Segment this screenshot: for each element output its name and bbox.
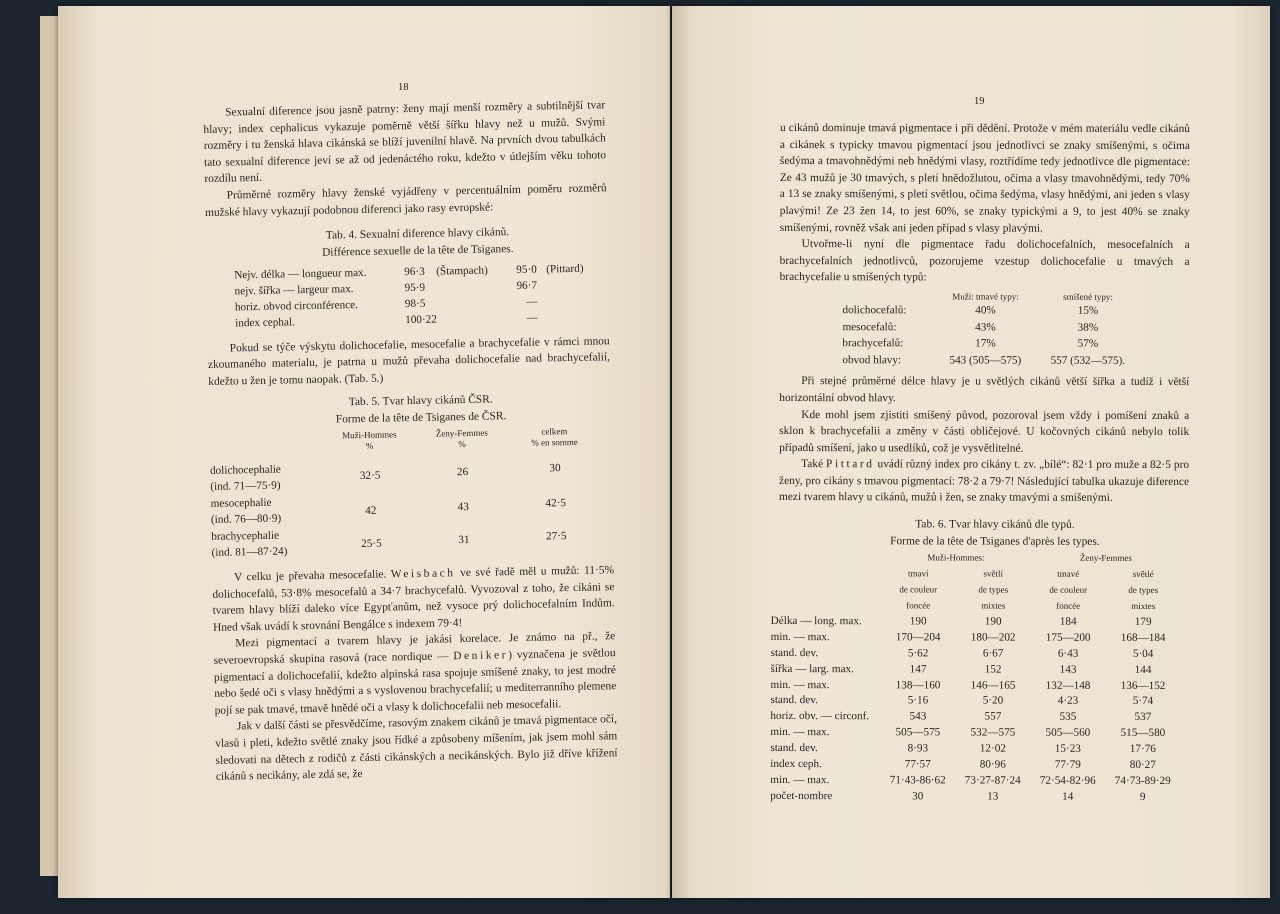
table-row: min. — max. 138—160 146—165 132—148 136—152 bbox=[770, 678, 1166, 692]
table-6 bbox=[770, 550, 1181, 806]
author-name: Pittard bbox=[826, 458, 875, 471]
table-header: tmaví de couleur foncée světlí de types mixtes tmavé de couleur foncée světlé de types mixtes bbox=[899, 568, 1159, 611]
table-row: min. — max. 170—204 180—202 175—200 168—184 bbox=[770, 630, 1166, 644]
table-4-title-fr: Différence sexuelle de la tête de Tsiganes. bbox=[322, 242, 514, 259]
left-page bbox=[58, 6, 670, 898]
table-row: index ceph. 77·57 80·96 77·79 80·27 bbox=[770, 758, 1156, 772]
table-row: mesocefalů: 43% 38% bbox=[842, 320, 1099, 334]
table-4-title-cz: Tab. 4. Sexualní diference hlavy cikánů. bbox=[325, 226, 510, 242]
paragraph: Jak v další části se přesvědčíme, rasovým znakem cikánů je tmavá pigmentace očí, vlasů i pleti, kdežto světlé znaky jsou řídké a způsobeny míšením, jak jsem mohl sám sledovati na dětech z rodičů z části cikánských a necikánských. Bylo již dříve křížení cikánů s necikány, ale zdá se, že bbox=[215, 713, 618, 784]
table-5-title-fr: Forme de la tête de Tsiganes de ČSR. bbox=[335, 410, 507, 426]
paragraph: Utvořme-li nyní dle pigmentace řadu dolichocefalních, mesocefalních a brachycefalních jednotlivců, pozorujeme vzestup dolichocefalie u tmavých a brachycefalie u smíšených typů: bbox=[779, 238, 1190, 284]
page-number-right: 19 bbox=[974, 96, 985, 107]
page-number-left: 18 bbox=[398, 82, 409, 93]
paragraph: Kde mohl jsem zjistiti smíšený původ, pozoroval jsem vždy i pomíšení znaků a sklon k brachycefalii a změny v části obličejové. U kočovných cikánů nebylo tolik případů smíšení, jako u usedlíků, což je vysvětlitelné. bbox=[779, 408, 1190, 455]
paragraph: Také Pittard uvádí různý index pro cikány t. zv. „bílé“: 82·1 pro muže a 82·5 pro ženy, pro cikány s tmavou pigmentací: 78·2 a 79·7! Následující tabulka ukazuje diference mezi tvarem hlavy u cikánů, mužů i žen, se znaky tmavými a smíšenými. bbox=[778, 458, 1190, 505]
table-header: Muži-Hommes: Ženy-Femmes bbox=[927, 552, 1132, 564]
table-row: horiz. obv. — circonf. 543 557 535 537 bbox=[770, 710, 1152, 724]
table-row: obvod hlavy: 543 (505—575) 557 (532—575). bbox=[842, 353, 1126, 367]
open-book bbox=[40, 6, 1270, 898]
paragraph: Pokud se týče výskytu dolichocefalie, mesocefalie a brachycefalie v rámci mnou zkoumaného materialu, je patrna u mužů převaha dolichocefalie nad brachycefalií, kdežto u žen je tomu naopak. (Tab. 5.) bbox=[207, 334, 611, 388]
table-row: horiz. obvod circonférence. 98·5 — bbox=[234, 295, 538, 314]
left-page-text bbox=[203, 97, 618, 785]
table-row: min. — max. 71·43-86·62 73·27-87·24 72·54-82·96 74·73-89·29 bbox=[770, 773, 1171, 787]
table-row: Nejv. délka — longueur max. 96·3 (Štampach) 95·0 (Pittard) bbox=[234, 263, 584, 282]
table-row: stand. dev. 5·16 5·20 4·23 5·74 bbox=[770, 694, 1154, 708]
table-row: dolichocephalie (ind. 71—75·9) 32·5 26 30 bbox=[209, 461, 561, 494]
table-5 bbox=[209, 425, 601, 562]
table-6-body bbox=[770, 614, 1180, 806]
table-row: brachycephalie (ind. 81—87·24) 25·5 31 27·5 bbox=[211, 529, 567, 560]
table-row: stand. dev. 5·62 6·67 6·43 5·04 bbox=[770, 646, 1154, 660]
table-row: mesocephalie (ind. 76—80·9) 42 43 42·5 bbox=[210, 496, 567, 527]
paragraph: Mezi pigmentací a tvarem hlavy je jakási korelace. Je známo na př., že severoevropská skupina rasová (race nordique — Deniker) vyznačena je světlou pigmentací a dolichocefalií, kdežto alpinská rasa spojuje smíšené znaky, to jest modré nebo šedé oči s vlasy hnědými a s vyslovenou brachycefalií; u mediterranního plemene pojí se pak tmavé, tmavě hnědé oči a vlasy k dolichocefalii neb mesocefalii. bbox=[213, 630, 617, 717]
paragraph: u cikánů dominuje tmavá pigmentace i při dědění. Protože v mém materiálu vedle cikánů a cikánek s typicky tmavou pigmentací jsou jednotlivci se znaky smíšenými, s očima šedýma a tmavohnědými neb hnědými vlasy, roztřídíme tedy jednotlivce dle pigmentace: Ze 43 mužů je 30 tmavých, s pletí hnědožlutou, očima a vlasy tmavohnědými, tedy 70% a 13 se znaky smíšenými, s pletí světlou, očima šedýma, vlasy hnědými, ani jeden s vlasy plavými! Ze 23 žen 14, to jest 60%, se znaky typickými a 9, to jest 40% se znaky smíšenými, rovněž však ani jeden případ s vlasy plavými. bbox=[779, 121, 1190, 235]
table-header: Muži: tmavé typy: smíšené typy: bbox=[952, 291, 1113, 302]
table-5-title-cz: Tab. 5. Tvar hlavy cikánů ČSR. bbox=[348, 393, 493, 409]
table-row: index cephal. 100·22 — bbox=[235, 311, 538, 330]
table-header: Muži-Hommes % Ženy-Femmes % celkem % en somme bbox=[342, 425, 578, 451]
paragraph: Průměrné rozměry hlavy ženské vyjádřeny v percentuálním poměru rozměrů mužské hlavy vykazují podobnou diferenci jako rasy evropské: bbox=[204, 182, 607, 219]
pigmentation-table bbox=[842, 291, 1145, 369]
table-row: min. — max. 505—575 532—575 505—560 515—580 bbox=[770, 726, 1166, 740]
author-name: Weisbach bbox=[390, 567, 456, 581]
paragraph: Při stejné průměrné délce hlavy je u světlých cikánů větší šířka a tudíž i větší horizontální obvod hlavy. bbox=[779, 375, 1190, 405]
table-row: stand. dev. 8·93 12·02 15·23 17·76 bbox=[770, 742, 1156, 756]
table-row: počet-nombre 30 13 14 9 bbox=[770, 789, 1146, 803]
table-6-title-fr: Forme de la tête de Tsiganes d'après les types. bbox=[890, 534, 1100, 548]
right-page-text bbox=[770, 120, 1190, 806]
table-row: šířka — larg. max. 147 152 143 144 bbox=[770, 662, 1152, 676]
paragraph: V celku je převaha mesocefalie. Weisbach ve své řadě měl u mužů: 11·5% dolichocefalů, 53·8% mesocefalů a 34·7 brachycefalů. Vyvozoval z toho, že cikáni se tvarem hlavy blíží daleko více Egypťanům, než vysoce prý dolichocefalním Indům. Hned však uvádí k srovnání Bengálce s indexem 79·4! bbox=[212, 564, 615, 634]
table-row: brachycefalů: 17% 57% bbox=[842, 337, 1099, 350]
paragraph: Sexualní diference jsou jasně patrny: ženy mají menší rozměry a subtilnější tvar hlavy; index cephalicus vykazuje poměrně větší šířku hlavy než u mužů. Svými rozměry i tu ženská hlava cikánská se blíží juvenilní hlavě. Na prvních dvou tabulkách tato sexualní diference jeví se až od jedenáctého roku, kdežto v útlejším věku tohoto rozdílu není. bbox=[203, 99, 607, 186]
table-row: Délka — long. max. 190 190 184 179 bbox=[770, 614, 1152, 628]
author-name: Deniker bbox=[453, 649, 509, 663]
table-4 bbox=[234, 262, 584, 332]
table-row: dolichocefalů: 40% 15% bbox=[842, 304, 1099, 317]
table-6-title-cz: Tab. 6. Tvar hlavy cikánů dle typů. bbox=[915, 518, 1075, 531]
table-row: nejv. šířka — largeur max. 95·9 96·7 bbox=[234, 279, 538, 298]
page-edges bbox=[40, 16, 59, 876]
right-page bbox=[672, 6, 1270, 898]
